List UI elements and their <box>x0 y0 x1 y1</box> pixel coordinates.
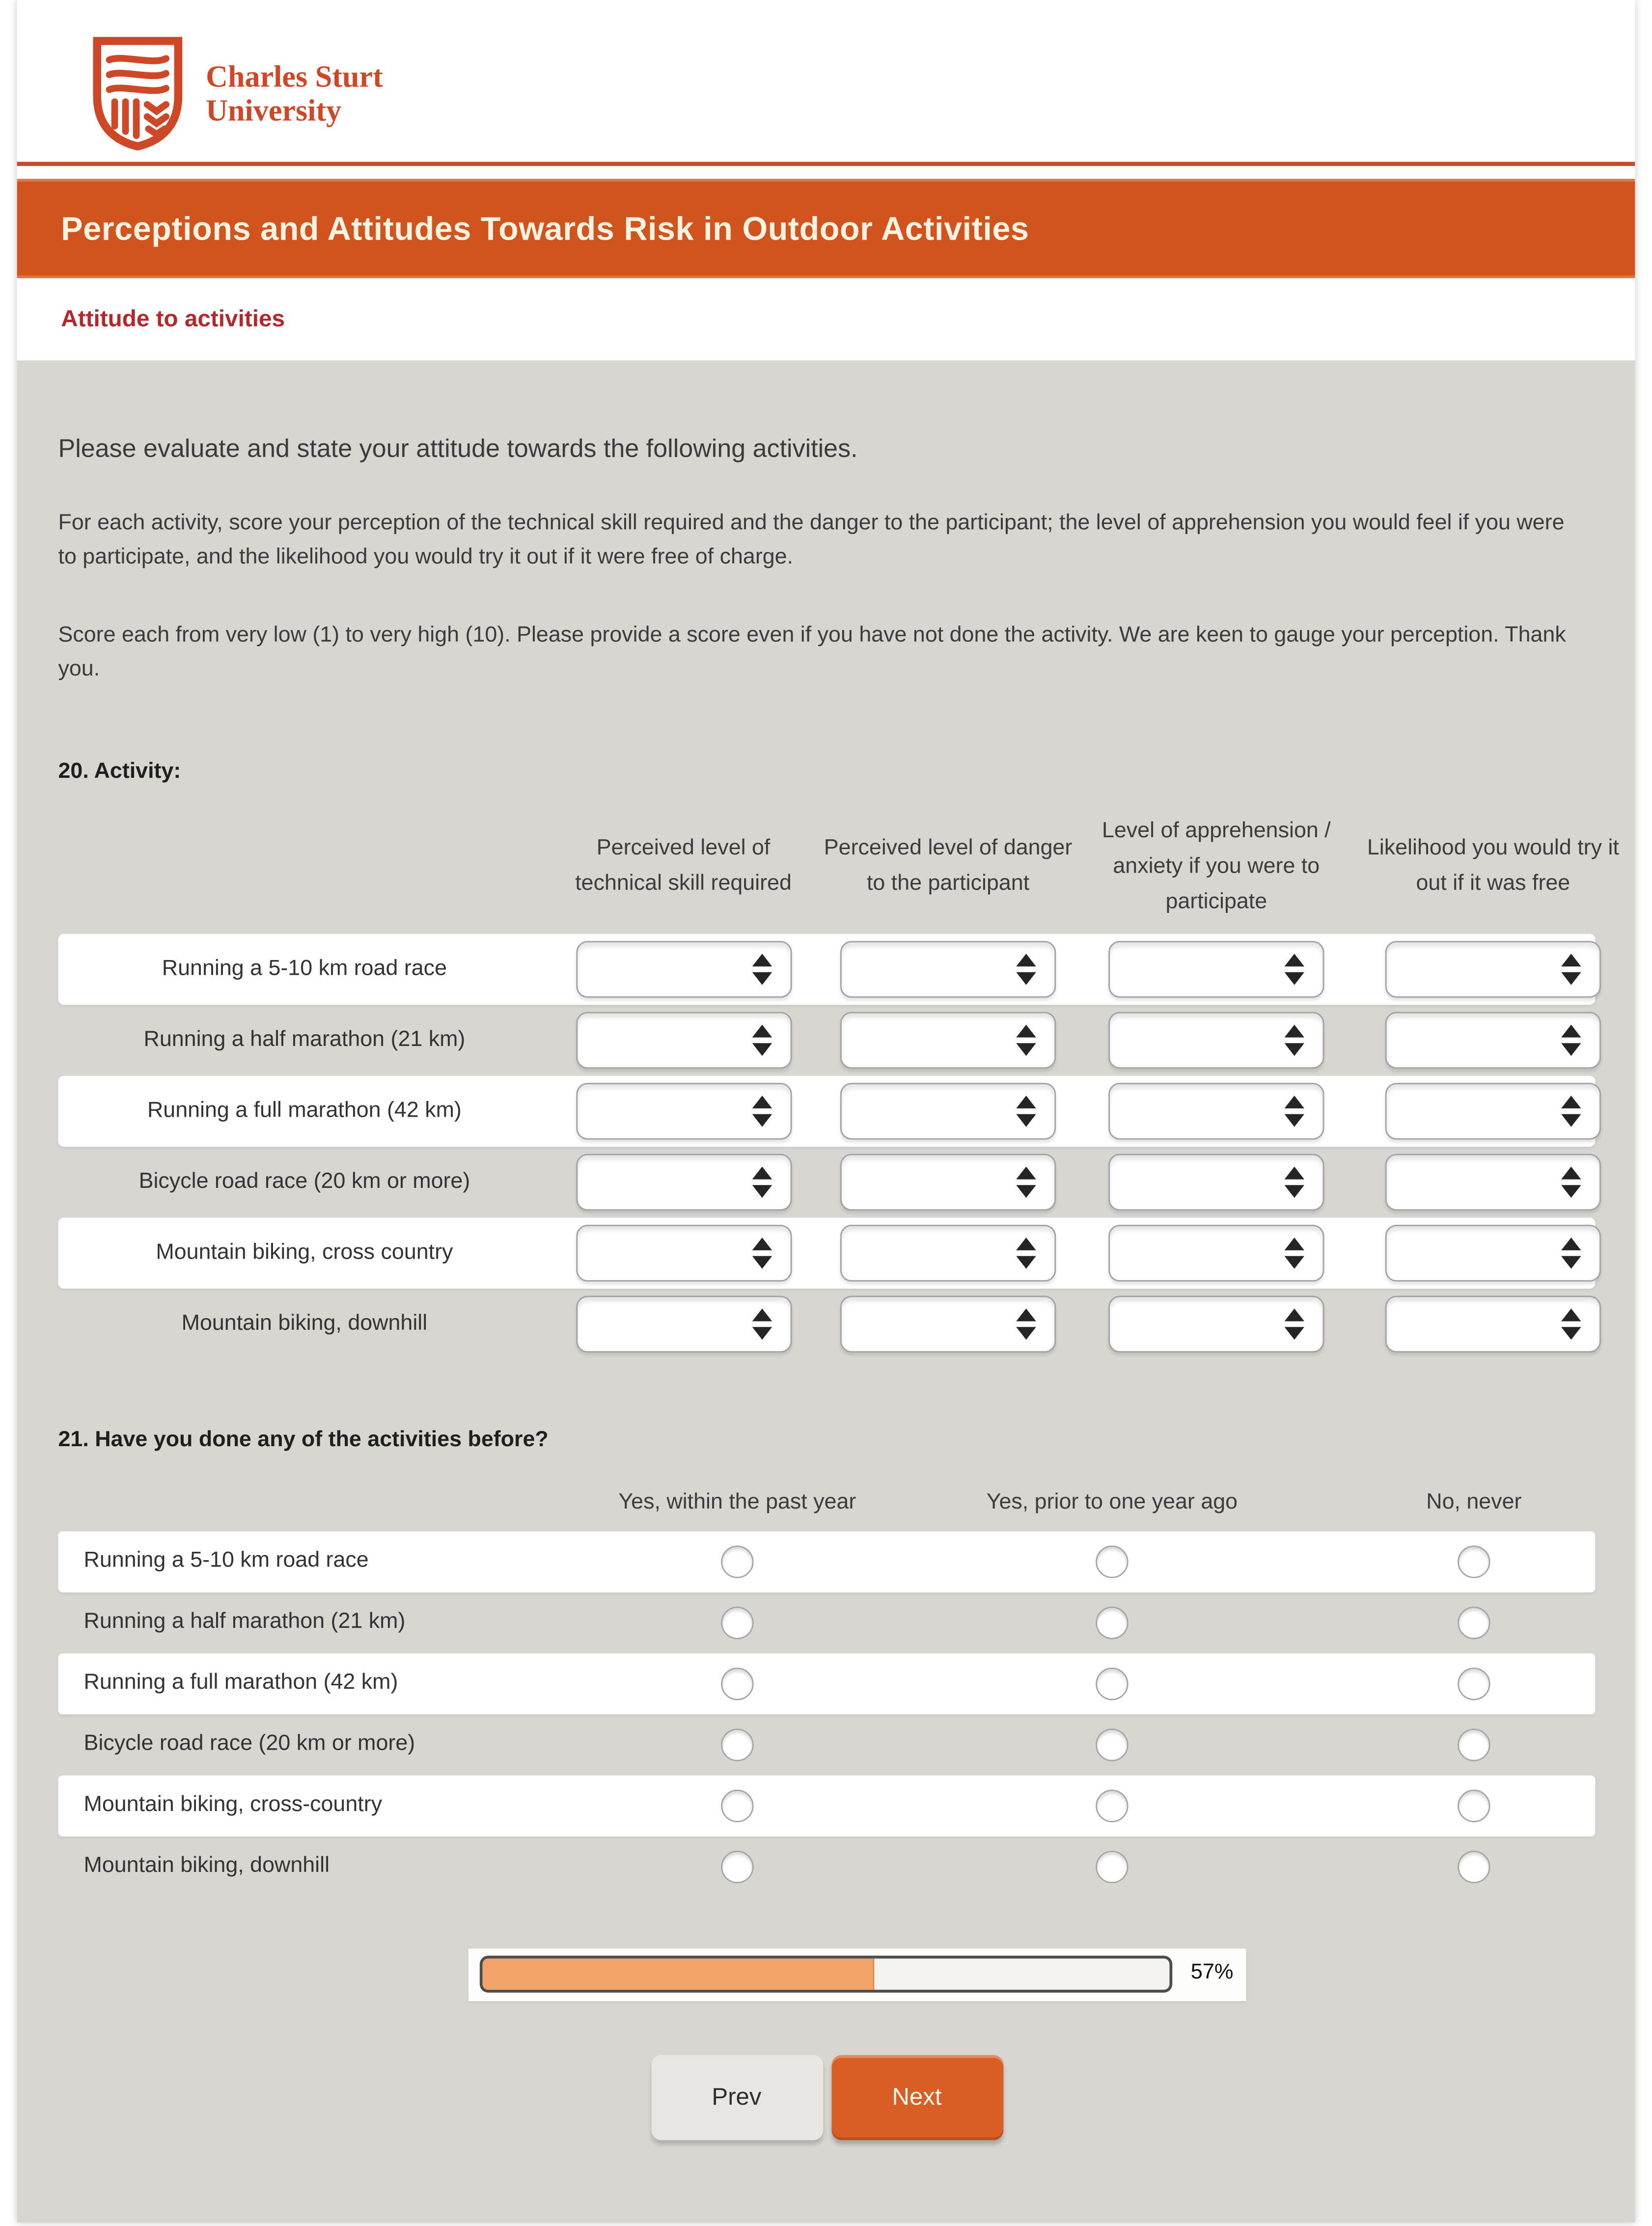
instructions-paragraph-1: For each activity, score your perception of the technical skill required and the danger to the participant; the level of apprehension you would feel if you were to participate, and the likelihood you would try it out if it were free of charge. <box>58 511 1565 570</box>
stepper-arrows-icon <box>1016 1308 1036 1340</box>
q20-column-headers <box>58 813 1619 920</box>
stepper-arrows-icon <box>751 954 771 985</box>
university-name-line2: University <box>206 93 342 128</box>
csu-shield-icon <box>91 37 185 150</box>
q21-row-label: Running a 5-10 km road race <box>83 1549 369 1573</box>
stepper-arrows-icon <box>1285 954 1304 985</box>
stepper-up-arrow-icon <box>1561 1308 1581 1321</box>
question-21-label: 21. Have you done any of the activities before? <box>58 1428 549 1452</box>
stepper-up-arrow-icon <box>1285 954 1304 966</box>
q20-column-header-2: Perceived level of danger to the participant <box>824 836 1073 896</box>
stepper-arrows-icon <box>1561 1237 1581 1269</box>
stepper-up-arrow-icon <box>751 1096 771 1108</box>
q21-cell <box>1300 1789 1648 1822</box>
q21-cell <box>551 1668 924 1700</box>
stepper-down-arrow-icon <box>1561 1256 1581 1269</box>
q21-r4-c3-radio[interactable] <box>1458 1729 1490 1761</box>
stepper-down-arrow-icon <box>1016 1256 1036 1269</box>
q21-row-label: Mountain biking, downhill <box>83 1854 330 1878</box>
q21-row-2 <box>58 1593 1595 1653</box>
q20-column-header-3: Level of apprehension / anxiety if you were to participate <box>1101 819 1331 914</box>
stepper-up-arrow-icon <box>1016 1024 1036 1037</box>
stepper-down-arrow-icon <box>1016 1114 1036 1127</box>
q20-r3-c3-select[interactable] <box>1108 1083 1324 1140</box>
progress-bar-fill <box>483 1958 874 1990</box>
stepper-up-arrow-icon <box>1561 1096 1581 1108</box>
q21-column-header-1: Yes, within the past year <box>618 1490 856 1514</box>
q21-r1-c2-radio[interactable] <box>1096 1545 1128 1578</box>
q20-cell <box>1352 1012 1633 1069</box>
q21-cell <box>924 1668 1300 1700</box>
q21-cell <box>1300 1668 1648 1700</box>
q20-r3-c2-select[interactable] <box>840 1083 1056 1140</box>
q20-column-header-1: Perceived level of technical skill required <box>575 836 792 896</box>
q21-cell <box>551 1545 924 1578</box>
q20-cell <box>1080 1012 1352 1069</box>
stepper-up-arrow-icon <box>751 1237 771 1250</box>
q20-r2-c2-select[interactable] <box>840 1012 1056 1069</box>
stepper-arrows-icon <box>1285 1024 1304 1056</box>
survey-title-bar <box>17 179 1635 278</box>
q21-cell <box>551 1729 924 1761</box>
q21-cell <box>551 1851 924 1883</box>
q20-grid <box>58 934 1595 1360</box>
stepper-up-arrow-icon <box>1016 1096 1036 1108</box>
q20-cell <box>1352 941 1633 998</box>
stepper-arrows-icon <box>1016 1237 1036 1269</box>
q20-row-label: Mountain biking, cross country <box>156 1240 453 1264</box>
stepper-down-arrow-icon <box>751 1114 771 1127</box>
stepper-up-arrow-icon <box>1016 1308 1036 1321</box>
stepper-down-arrow-icon <box>751 1327 771 1340</box>
q20-row-4 <box>58 1147 1595 1218</box>
nav-buttons <box>58 2055 1595 2140</box>
q21-r6-c3-radio[interactable] <box>1458 1851 1490 1883</box>
stepper-down-arrow-icon <box>1561 1043 1581 1056</box>
q21-r5-c3-radio[interactable] <box>1458 1789 1490 1822</box>
stepper-arrows-icon <box>1016 1096 1036 1127</box>
university-brand <box>91 37 383 150</box>
stepper-down-arrow-icon <box>751 1043 771 1056</box>
stepper-arrows-icon <box>751 1166 771 1198</box>
stepper-up-arrow-icon <box>751 1308 771 1321</box>
q20-cell <box>1352 1295 1633 1352</box>
stepper-arrows-icon <box>751 1096 771 1127</box>
stepper-down-arrow-icon <box>1285 1185 1304 1198</box>
stepper-arrows-icon <box>1561 1166 1581 1198</box>
stepper-down-arrow-icon <box>1561 1114 1581 1127</box>
q20-cell <box>1080 941 1352 998</box>
q21-row-5 <box>58 1775 1595 1836</box>
q21-r5-c1-radio[interactable] <box>721 1789 753 1822</box>
q20-r5-c1-select[interactable] <box>576 1225 791 1282</box>
q20-r1-c3-select[interactable] <box>1108 941 1324 998</box>
stepper-up-arrow-icon <box>1016 1237 1036 1250</box>
q20-row-label: Running a 5-10 km road race <box>162 956 447 981</box>
stepper-up-arrow-icon <box>1285 1024 1304 1037</box>
q21-r3-c1-radio[interactable] <box>721 1668 753 1700</box>
q21-cell <box>1300 1729 1648 1761</box>
q20-r4-c1-select[interactable] <box>576 1154 791 1210</box>
q21-column-headers <box>58 1484 1595 1520</box>
q21-r2-c3-radio[interactable] <box>1458 1606 1490 1639</box>
q21-r4-c1-radio[interactable] <box>721 1729 753 1761</box>
q21-cell <box>924 1545 1300 1578</box>
stepper-up-arrow-icon <box>1285 1237 1304 1250</box>
q20-r2-c4-select[interactable] <box>1385 1012 1601 1069</box>
top-divider-rule <box>17 162 1635 166</box>
stepper-down-arrow-icon <box>1016 1043 1036 1056</box>
next-button[interactable]: Next <box>831 2055 1003 2140</box>
q20-r6-c1-select[interactable] <box>576 1295 791 1352</box>
q21-r6-c1-radio[interactable] <box>721 1851 753 1883</box>
stepper-down-arrow-icon <box>1561 1185 1581 1198</box>
q21-r3-c2-radio[interactable] <box>1096 1668 1128 1700</box>
q20-row-label: Mountain biking, downhill <box>181 1311 428 1336</box>
q20-cell <box>1352 1154 1633 1210</box>
stepper-down-arrow-icon <box>1016 1185 1036 1198</box>
stepper-up-arrow-icon <box>751 1024 771 1037</box>
q21-cell <box>551 1789 924 1822</box>
q21-row-4 <box>58 1714 1595 1775</box>
q21-row-label: Mountain biking, cross-country <box>83 1793 383 1817</box>
q21-r1-c1-radio[interactable] <box>721 1545 753 1578</box>
q20-row-5 <box>58 1218 1595 1289</box>
q20-r2-c1-select[interactable] <box>576 1012 791 1069</box>
q21-r5-c2-radio[interactable] <box>1096 1789 1128 1822</box>
q20-r1-c1-select[interactable] <box>576 941 791 998</box>
stepper-arrows-icon <box>751 1308 771 1340</box>
stepper-up-arrow-icon <box>1285 1308 1304 1321</box>
stepper-arrows-icon <box>1561 1024 1581 1056</box>
page-header <box>17 0 1635 162</box>
q20-cell <box>1080 1225 1352 1282</box>
q21-r1-c3-radio[interactable] <box>1458 1545 1490 1578</box>
q20-r5-c2-select[interactable] <box>840 1225 1056 1282</box>
section-band <box>17 278 1635 360</box>
q21-cell <box>1300 1851 1648 1883</box>
stepper-arrows-icon <box>1285 1237 1304 1269</box>
q21-cell <box>924 1606 1300 1639</box>
stepper-arrows-icon <box>1285 1096 1304 1127</box>
stepper-down-arrow-icon <box>1285 1256 1304 1269</box>
stepper-down-arrow-icon <box>1285 1043 1304 1056</box>
q21-r3-c3-radio[interactable] <box>1458 1668 1490 1700</box>
q21-r6-c2-radio[interactable] <box>1096 1851 1128 1883</box>
q21-row-6 <box>58 1837 1595 1897</box>
survey-title: Perceptions and Attitudes Towards Risk in Outdoor Activities <box>61 209 1029 247</box>
q20-r5-c4-select[interactable] <box>1385 1225 1601 1282</box>
q20-r5-c3-select[interactable] <box>1108 1225 1324 1282</box>
stepper-arrows-icon <box>1016 1024 1036 1056</box>
q20-cell <box>1352 1225 1633 1282</box>
stepper-up-arrow-icon <box>1016 1166 1036 1179</box>
stepper-down-arrow-icon <box>1561 1327 1581 1340</box>
q20-cell <box>1080 1295 1352 1352</box>
q21-cell <box>924 1789 1300 1822</box>
progress-percent: 57% <box>1190 1960 1234 1984</box>
q20-r4-c3-select[interactable] <box>1108 1154 1324 1210</box>
q21-cell <box>551 1606 924 1639</box>
q20-r3-c1-select[interactable] <box>576 1083 791 1140</box>
stepper-arrows-icon <box>1285 1308 1304 1340</box>
q20-row-6 <box>58 1289 1595 1360</box>
stepper-down-arrow-icon <box>1561 972 1581 985</box>
q20-cell <box>1080 1083 1352 1140</box>
stepper-up-arrow-icon <box>1285 1096 1304 1108</box>
q21-column-header-3: No, never <box>1426 1490 1522 1514</box>
stepper-down-arrow-icon <box>1285 1327 1304 1340</box>
stepper-down-arrow-icon <box>751 972 771 985</box>
question-20-label: 20. Activity: <box>58 759 181 784</box>
q20-row-3 <box>58 1076 1595 1147</box>
stepper-arrows-icon <box>1285 1166 1304 1198</box>
stepper-arrows-icon <box>751 1237 771 1269</box>
progress-strip <box>468 1949 1246 2001</box>
q21-cell <box>1300 1545 1648 1578</box>
stepper-up-arrow-icon <box>1561 1024 1581 1037</box>
prev-button[interactable]: Prev <box>651 2055 823 2140</box>
section-title: Attitude to activities <box>61 306 285 332</box>
stepper-up-arrow-icon <box>1561 1237 1581 1250</box>
q20-row-label: Running a full marathon (42 km) <box>147 1098 462 1123</box>
q20-column-header-4: Likelihood you would try it out if it was free <box>1367 836 1619 896</box>
q21-row-3 <box>58 1653 1595 1714</box>
q20-r6-c3-select[interactable] <box>1108 1295 1324 1352</box>
university-name <box>206 59 383 128</box>
q21-row-label: Running a half marathon (21 km) <box>83 1610 406 1634</box>
q20-cell <box>551 1225 816 1282</box>
q21-row-1 <box>58 1531 1595 1592</box>
q20-cell <box>551 1083 816 1140</box>
q21-cell <box>924 1851 1300 1883</box>
q20-row-1 <box>58 934 1595 1005</box>
q20-row-label: Running a half marathon (21 km) <box>143 1027 466 1052</box>
q20-cell <box>1080 1154 1352 1210</box>
form-panel <box>17 360 1635 2223</box>
q21-r4-c2-radio[interactable] <box>1096 1729 1128 1761</box>
q20-r3-c4-select[interactable] <box>1385 1083 1601 1140</box>
q21-cell <box>924 1729 1300 1761</box>
stepper-arrows-icon <box>751 1024 771 1056</box>
q21-r2-c2-radio[interactable] <box>1096 1606 1128 1639</box>
stepper-down-arrow-icon <box>1016 1327 1036 1340</box>
stepper-up-arrow-icon <box>1016 954 1036 966</box>
q20-r2-c3-select[interactable] <box>1108 1012 1324 1069</box>
q20-r1-c4-select[interactable] <box>1385 941 1601 998</box>
q20-cell <box>1352 1083 1633 1140</box>
q20-r6-c2-select[interactable] <box>840 1295 1056 1352</box>
stepper-arrows-icon <box>1561 1308 1581 1340</box>
q20-cell <box>816 1225 1080 1282</box>
q20-cell <box>551 1295 816 1352</box>
q20-cell <box>816 941 1080 998</box>
stepper-down-arrow-icon <box>1285 1114 1304 1127</box>
q21-cell <box>1300 1606 1648 1639</box>
stepper-down-arrow-icon <box>751 1256 771 1269</box>
q21-grid <box>58 1531 1595 1897</box>
stepper-arrows-icon <box>1016 954 1036 985</box>
stepper-down-arrow-icon <box>1016 972 1036 985</box>
q20-cell <box>816 1295 1080 1352</box>
stepper-up-arrow-icon <box>751 1166 771 1179</box>
stepper-down-arrow-icon <box>1285 972 1304 985</box>
q20-r6-c4-select[interactable] <box>1385 1295 1601 1352</box>
q20-cell <box>816 1154 1080 1210</box>
stepper-up-arrow-icon <box>1561 954 1581 966</box>
progress-bar <box>480 1955 1172 1992</box>
q21-row-label: Running a full marathon (42 km) <box>83 1671 398 1696</box>
stepper-up-arrow-icon <box>1561 1166 1581 1179</box>
q20-cell <box>551 1012 816 1069</box>
university-name-line1: Charles Sturt <box>206 59 383 94</box>
stepper-arrows-icon <box>1561 1096 1581 1127</box>
q20-r4-c4-select[interactable] <box>1385 1154 1601 1210</box>
stepper-down-arrow-icon <box>751 1185 771 1198</box>
q20-cell <box>551 1154 816 1210</box>
stepper-up-arrow-icon <box>1285 1166 1304 1179</box>
q21-column-header-2: Yes, prior to one year ago <box>986 1490 1238 1514</box>
q20-cell <box>816 1012 1080 1069</box>
survey-card <box>17 0 1635 2223</box>
q20-r4-c2-select[interactable] <box>840 1154 1056 1210</box>
q21-r2-c1-radio[interactable] <box>721 1606 753 1639</box>
q20-cell <box>816 1083 1080 1140</box>
q21-row-label: Bicycle road race (20 km or more) <box>83 1732 415 1757</box>
instructions-paragraph-2: Score each from very low (1) to very high (10). Please provide a score even if you have not done the activity. We are keen to gauge your perception. Thank you. <box>58 623 1566 682</box>
q20-cell <box>551 941 816 998</box>
intro-text: Please evaluate and state your attitude towards the following activities. <box>58 434 858 463</box>
spacer <box>17 166 1635 179</box>
stepper-up-arrow-icon <box>751 954 771 966</box>
q20-row-2 <box>58 1005 1595 1076</box>
stepper-arrows-icon <box>1561 954 1581 985</box>
q20-row-label: Bicycle road race (20 km or more) <box>138 1169 470 1194</box>
q20-r1-c2-select[interactable] <box>840 941 1056 998</box>
stepper-arrows-icon <box>1016 1166 1036 1198</box>
